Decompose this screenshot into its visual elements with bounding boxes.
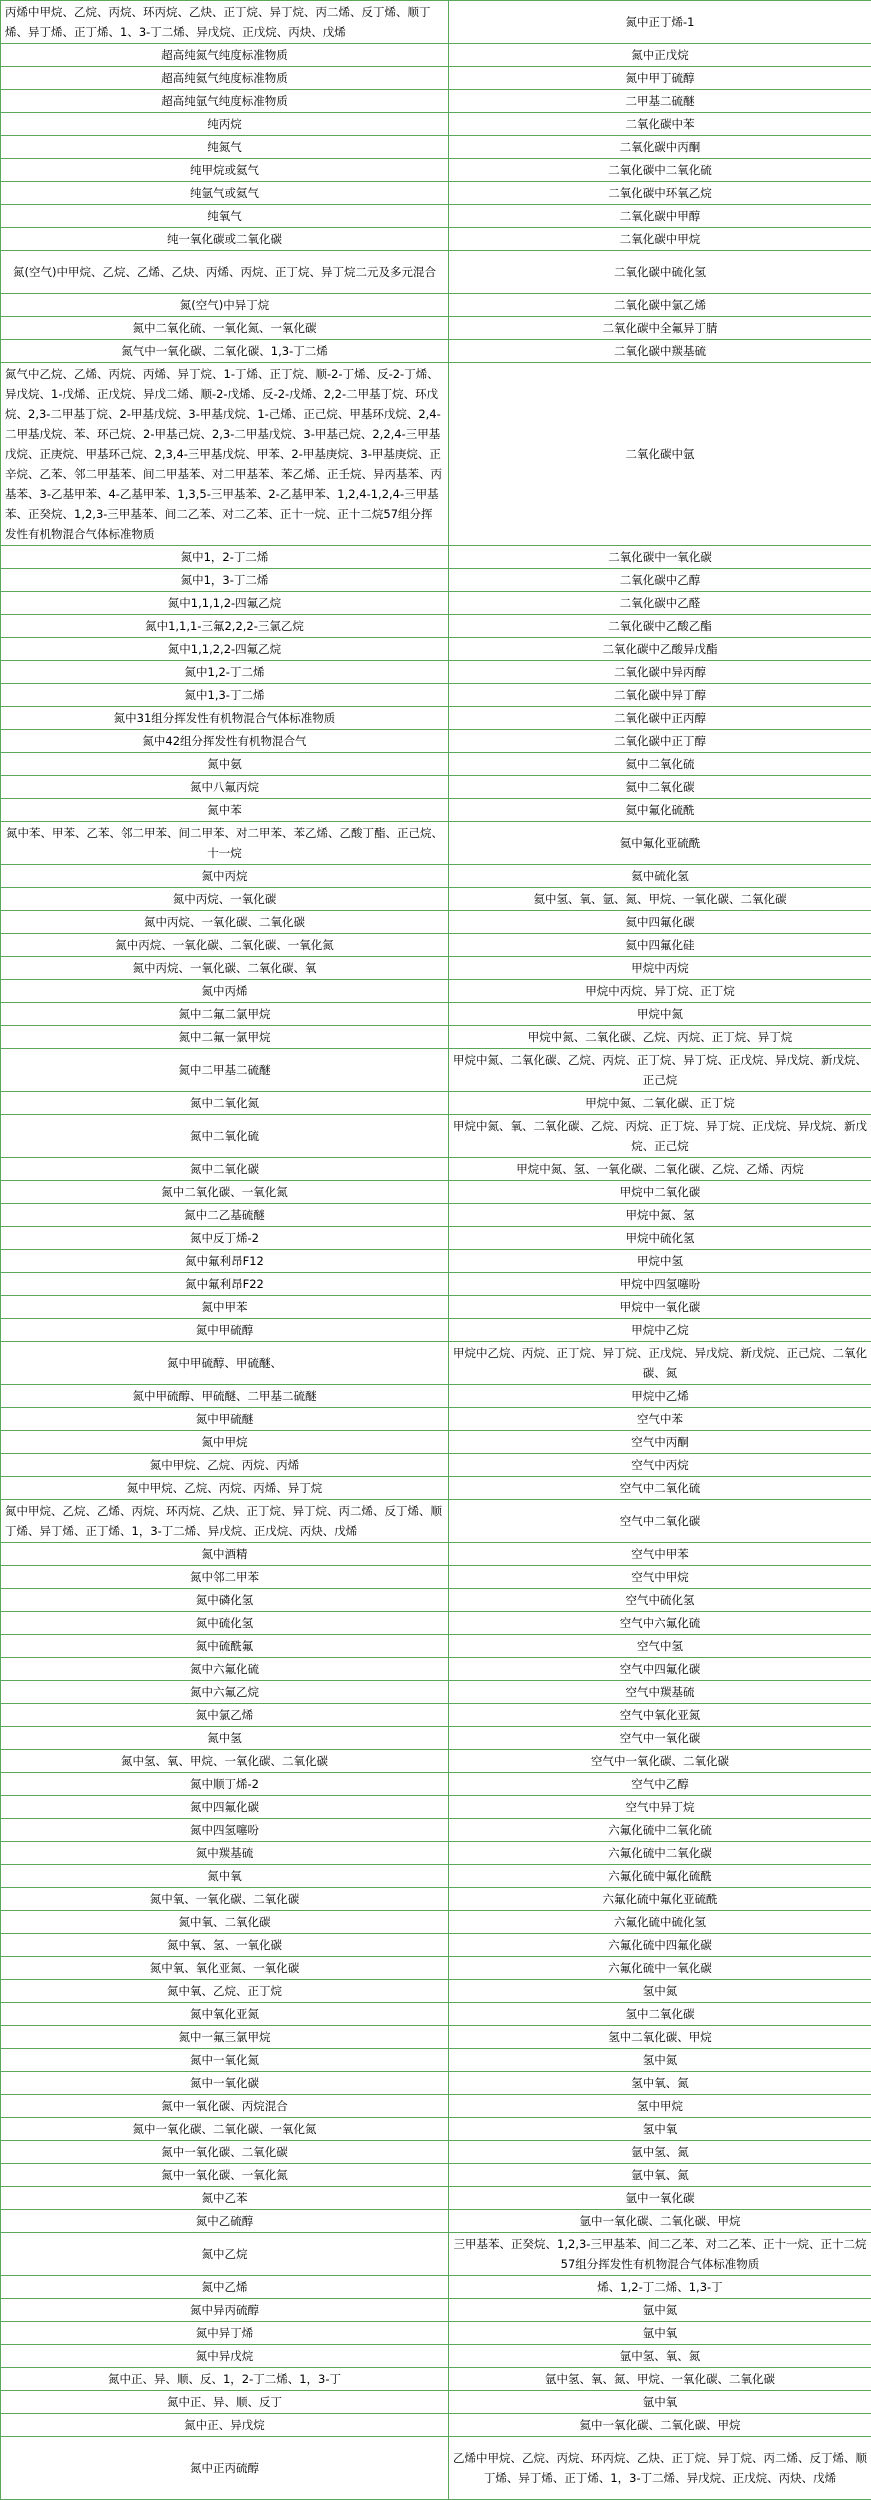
left-gas-mixture-cell: 氮中甲硫醇 <box>1 1319 449 1342</box>
table-row <box>1 113 871 136</box>
table-row <box>1 888 871 911</box>
left-gas-mixture-cell: 氮中丙烷、一氧化碳 <box>1 888 449 911</box>
right-gas-mixture-cell: 六氟化硫中氟化硫酰 <box>449 1865 871 1888</box>
right-gas-mixture-cell: 氩中氮 <box>449 2299 871 2322</box>
right-gas-mixture-cell: 氮中甲丁硫醇 <box>449 67 871 90</box>
right-gas-mixture-cell: 氦中氟化亚硫酰 <box>449 822 871 865</box>
right-gas-mixture-cell: 六氟化硫中四氟化碳 <box>449 1934 871 1957</box>
left-gas-mixture-cell: 超高纯氩气纯度标准物质 <box>1 90 449 113</box>
left-gas-mixture-cell: 氮中磷化氢 <box>1 1589 449 1612</box>
right-gas-mixture-cell: 空气中二氧化硫 <box>449 1477 871 1500</box>
table-row <box>1 1750 871 1773</box>
right-gas-mixture-cell: 空气中羰基硫 <box>449 1681 871 1704</box>
left-gas-mixture-cell: 氮中甲烷、乙烷、乙烯、丙烷、环丙烷、乙炔、正丁烷、异丁烷、丙二烯、反丁烯、顺丁烯、异丁烯、正丁烯、1，3-丁二烯、异戊烷、正戊烷、丙炔、戊烯 <box>1 1500 449 1543</box>
table-row <box>1 1658 871 1681</box>
table-row <box>1 957 871 980</box>
table-row <box>1 1773 871 1796</box>
right-gas-mixture-cell: 空气中氢 <box>449 1635 871 1658</box>
right-gas-mixture-cell: 氢中甲烷 <box>449 2095 871 2118</box>
left-gas-mixture-cell: 纯氧气 <box>1 205 449 228</box>
right-gas-mixture-cell: 甲烷中氮、二氧化碳、乙烷、丙烷、正丁烷、异丁烷 <box>449 1026 871 1049</box>
right-gas-mixture-cell: 氩中氢、氧、氮、甲烷、一氧化碳、二氧化碳 <box>449 2368 871 2391</box>
table-row <box>1 707 871 730</box>
left-gas-mixture-cell: 氮中八氟丙烷 <box>1 776 449 799</box>
right-gas-mixture-cell: 空气中二氧化碳 <box>449 1500 871 1543</box>
table-row <box>1 661 871 684</box>
table-row <box>1 228 871 251</box>
right-gas-mixture-cell: 二氧化碳中氩 <box>449 363 871 546</box>
right-gas-mixture-cell: 空气中甲苯 <box>449 1543 871 1566</box>
right-gas-mixture-cell: 空气中苯 <box>449 1408 871 1431</box>
table-row <box>1 1635 871 1658</box>
table-row <box>1 67 871 90</box>
left-gas-mixture-cell: 氮中乙烯 <box>1 2276 449 2299</box>
table-row <box>1 251 871 294</box>
table-row <box>1 1819 871 1842</box>
left-gas-mixture-cell: 氮中四氢噻吩 <box>1 1819 449 1842</box>
left-gas-mixture-cell: 氮中二甲基二硫醚 <box>1 1049 449 1092</box>
left-gas-mixture-cell: 氮中氢 <box>1 1727 449 1750</box>
left-gas-mixture-cell: 氮中氧、二氧化碳 <box>1 1911 449 1934</box>
right-gas-mixture-cell: 二氧化碳中异丙醇 <box>449 661 871 684</box>
table-row <box>1 1115 871 1158</box>
left-gas-mixture-cell: 氮中甲烷 <box>1 1431 449 1454</box>
table-row <box>1 1003 871 1026</box>
left-gas-mixture-cell: 氮中一氧化碳 <box>1 2072 449 2095</box>
left-gas-mixture-cell: 氮中甲烷、乙烷、丙烷、丙烯、异丁烷 <box>1 1477 449 1500</box>
left-gas-mixture-cell: 氮中二乙基硫醚 <box>1 1204 449 1227</box>
left-gas-mixture-cell: 氮中二氧化硫 <box>1 1115 449 1158</box>
left-gas-mixture-cell: 氮中六氟化硫 <box>1 1658 449 1681</box>
right-gas-mixture-cell: 氢中二氧化碳、甲烷 <box>449 2026 871 2049</box>
right-gas-mixture-cell: 烯、1,2-丁二烯、1,3-丁 <box>449 2276 871 2299</box>
left-gas-mixture-cell: 氮中正丙硫醇 <box>1 2437 449 2500</box>
left-gas-mixture-cell: 氮中1,2-丁二烯 <box>1 661 449 684</box>
left-gas-mixture-cell: 氮中正、异、顺、反丁 <box>1 2391 449 2414</box>
left-gas-mixture-cell: 氮中氢、氧、甲烷、一氧化碳、二氧化碳 <box>1 1750 449 1773</box>
right-gas-mixture-cell: 六氟化硫中硫化氢 <box>449 1911 871 1934</box>
table-row <box>1 730 871 753</box>
left-gas-mixture-cell: 氮中硫酰氟 <box>1 1635 449 1658</box>
right-gas-mixture-cell: 二氧化碳中硫化氢 <box>449 251 871 294</box>
right-gas-mixture-cell: 六氟化硫中一氧化碳 <box>449 1957 871 1980</box>
right-gas-mixture-cell: 空气中异丁烷 <box>449 1796 871 1819</box>
left-gas-mixture-cell: 氮中甲硫醇、甲硫醚、 <box>1 1342 449 1385</box>
table-row <box>1 90 871 113</box>
right-gas-mixture-cell: 乙烯中甲烷、乙烷、丙烷、环丙烷、乙炔、正丁烷、异丁烷、丙二烯、反丁烯、顺丁烯、异丁烯、正丁烯、1，3-丁二烯、异戊烷、正戊烷、丙炔、戊烯 <box>449 2437 871 2500</box>
table-row <box>1 2187 871 2210</box>
right-gas-mixture-cell: 氢中氮 <box>449 1980 871 2003</box>
right-gas-mixture-cell: 氩中氧 <box>449 2322 871 2345</box>
right-gas-mixture-cell: 氮中正丁烯-1 <box>449 1 871 44</box>
table-row <box>1 911 871 934</box>
left-gas-mixture-cell: 氮中丙烷、一氧化碳、二氧化碳、一氧化氮 <box>1 934 449 957</box>
left-gas-mixture-cell: 氮中1,1,2,2-四氟乙烷 <box>1 638 449 661</box>
table-row <box>1 182 871 205</box>
left-gas-mixture-cell: 氮中二氧化碳、一氧化氮 <box>1 1181 449 1204</box>
table-row <box>1 2233 871 2276</box>
right-gas-mixture-cell: 甲烷中氮、氢、一氧化碳、二氧化碳、乙烷、乙烯、丙烷 <box>449 1158 871 1181</box>
right-gas-mixture-cell: 二甲基二硫醚 <box>449 90 871 113</box>
right-gas-mixture-cell: 氦中四氟化碳 <box>449 911 871 934</box>
table-row <box>1 753 871 776</box>
right-gas-mixture-cell: 六氟化硫中二氧化碳 <box>449 1842 871 1865</box>
table-row <box>1 1796 871 1819</box>
table-row <box>1 1934 871 1957</box>
table-row <box>1 2049 871 2072</box>
right-gas-mixture-cell: 氩中一氧化碳、二氧化碳、甲烷 <box>449 2210 871 2233</box>
left-gas-mixture-cell: 氮中正、异、顺、反、1，2-丁二烯、1，3-丁 <box>1 2368 449 2391</box>
table-row <box>1 317 871 340</box>
left-gas-mixture-cell: 氮中苯、甲苯、乙苯、邻二甲苯、间二甲苯、对二甲苯、苯乙烯、乙酸丁酯、正己烷、十一烷 <box>1 822 449 865</box>
table-row <box>1 1049 871 1092</box>
right-gas-mixture-cell: 二氧化碳中全氟异丁腈 <box>449 317 871 340</box>
left-gas-mixture-cell: 氮中乙硫醇 <box>1 2210 449 2233</box>
right-gas-mixture-cell: 甲烷中氮、氧、二氧化碳、乙烷、丙烷、正丁烷、异丁烷、正戊烷、异戊烷、新戊烷、正己烷 <box>449 1115 871 1158</box>
left-gas-mixture-cell: 氮中异丁烯 <box>1 2322 449 2345</box>
table-row <box>1 934 871 957</box>
right-gas-mixture-cell: 空气中丙酮 <box>449 1431 871 1454</box>
left-gas-mixture-cell: 氮中丙烯 <box>1 980 449 1003</box>
left-gas-mixture-cell: 氮中二氟二氯甲烷 <box>1 1003 449 1026</box>
table-row <box>1 569 871 592</box>
right-gas-mixture-cell: 甲烷中四氢噻吩 <box>449 1273 871 1296</box>
table-row <box>1 159 871 182</box>
right-gas-mixture-cell: 甲烷中硫化氢 <box>449 1227 871 1250</box>
table-row <box>1 2276 871 2299</box>
right-gas-mixture-cell: 二氧化碳中乙酸乙酯 <box>449 615 871 638</box>
left-gas-mixture-cell: 氮中氧、一氧化碳、二氧化碳 <box>1 1888 449 1911</box>
left-gas-mixture-cell: 氮中二氧化硫、一氧化氮、一氧化碳 <box>1 317 449 340</box>
left-gas-mixture-cell: 氮中邻二甲苯 <box>1 1566 449 1589</box>
left-gas-mixture-cell: 氮中1,1,1,2-四氟乙烷 <box>1 592 449 615</box>
left-gas-mixture-cell: 氮中1,1,1-三氟2,2,2-三氯乙烷 <box>1 615 449 638</box>
table-row <box>1 1500 871 1543</box>
left-gas-mixture-cell: 氮中丙烷 <box>1 865 449 888</box>
right-gas-mixture-cell: 氩中氢、氧、氮 <box>449 2345 871 2368</box>
left-gas-mixture-cell: 氮中甲硫醇、甲硫醚、二甲基二硫醚 <box>1 1385 449 1408</box>
table-row <box>1 1227 871 1250</box>
right-gas-mixture-cell: 空气中一氧化碳 <box>449 1727 871 1750</box>
table-row <box>1 2072 871 2095</box>
right-gas-mixture-cell: 空气中硫化氢 <box>449 1589 871 1612</box>
left-gas-mixture-cell: 氮中42组分挥发性有机物混合气 <box>1 730 449 753</box>
left-gas-mixture-cell: 氮中一氧化碳、一氧化氮 <box>1 2164 449 2187</box>
right-gas-mixture-cell: 空气中甲烷 <box>449 1566 871 1589</box>
table-row <box>1 684 871 707</box>
right-gas-mixture-cell: 甲烷中氮 <box>449 1003 871 1026</box>
right-gas-mixture-cell: 二氧化碳中乙酸异戊酯 <box>449 638 871 661</box>
right-gas-mixture-cell: 二氧化碳中羰基硫 <box>449 340 871 363</box>
table-row <box>1 1477 871 1500</box>
left-gas-mixture-cell: 氮中酒精 <box>1 1543 449 1566</box>
table-row <box>1 2299 871 2322</box>
table-row <box>1 865 871 888</box>
left-gas-mixture-cell: 氮中氨 <box>1 753 449 776</box>
right-gas-mixture-cell: 二氧化碳中一氧化碳 <box>449 546 871 569</box>
table-row <box>1 1296 871 1319</box>
table-row <box>1 2164 871 2187</box>
left-gas-mixture-cell: 氮中乙烷 <box>1 2233 449 2276</box>
right-gas-mixture-cell: 空气中一氧化碳、二氧化碳 <box>449 1750 871 1773</box>
table-row <box>1 1181 871 1204</box>
right-gas-mixture-cell: 二氧化碳中氯乙烯 <box>449 294 871 317</box>
left-gas-mixture-cell: 氮中甲硫醚 <box>1 1408 449 1431</box>
table-row <box>1 2210 871 2233</box>
table-row <box>1 1543 871 1566</box>
left-gas-mixture-cell: 氮中1，2-丁二烯 <box>1 546 449 569</box>
right-gas-mixture-cell: 甲烷中丙烷 <box>449 957 871 980</box>
right-gas-mixture-cell: 氢中氧 <box>449 2118 871 2141</box>
left-gas-mixture-cell: 氮中氟利昂F12 <box>1 1250 449 1273</box>
table-row <box>1 2141 871 2164</box>
right-gas-mixture-cell: 甲烷中一氧化碳 <box>449 1296 871 1319</box>
left-gas-mixture-cell: 氮中一氧化氮 <box>1 2049 449 2072</box>
right-gas-mixture-cell: 二氧化碳中苯 <box>449 113 871 136</box>
table-row <box>1 2391 871 2414</box>
table-row <box>1 1727 871 1750</box>
table-row <box>1 776 871 799</box>
right-gas-mixture-cell: 甲烷中氮、二氧化碳、乙烷、丙烷、正丁烷、异丁烷、正戊烷、异戊烷、新戊烷、正己烷 <box>449 1049 871 1092</box>
table-row <box>1 1589 871 1612</box>
left-gas-mixture-cell: 氮(空气)中异丁烷 <box>1 294 449 317</box>
left-gas-mixture-cell: 氮中氟利昂F22 <box>1 1273 449 1296</box>
left-gas-mixture-cell: 氮中一氧化碳、二氧化碳、一氧化氮 <box>1 2118 449 2141</box>
table-row <box>1 1704 871 1727</box>
left-gas-mixture-cell: 氮中丙烷、一氧化碳、二氧化碳、氧 <box>1 957 449 980</box>
left-gas-mixture-cell: 氮中丙烷、一氧化碳、二氧化碳 <box>1 911 449 934</box>
right-gas-mixture-cell: 六氟化硫中二氧化硫 <box>449 1819 871 1842</box>
right-gas-mixture-cell: 氮中正戊烷 <box>449 44 871 67</box>
right-gas-mixture-cell: 甲烷中二氧化碳 <box>449 1181 871 1204</box>
left-gas-mixture-cell: 氮中氧、氢、一氧化碳 <box>1 1934 449 1957</box>
table-row <box>1 1865 871 1888</box>
right-gas-mixture-cell: 空气中丙烷 <box>449 1454 871 1477</box>
table-row <box>1 1612 871 1635</box>
left-gas-mixture-cell: 氮中六氟乙烷 <box>1 1681 449 1704</box>
left-gas-mixture-cell: 纯氮气 <box>1 136 449 159</box>
right-gas-mixture-cell: 二氧化碳中丙酮 <box>449 136 871 159</box>
left-gas-mixture-cell: 氮中二氟一氯甲烷 <box>1 1026 449 1049</box>
table-row <box>1 2414 871 2437</box>
left-gas-mixture-cell: 氮中一氧化碳、丙烷混合 <box>1 2095 449 2118</box>
right-gas-mixture-cell: 氢中二氧化碳 <box>449 2003 871 2026</box>
table-row <box>1 1957 871 1980</box>
right-gas-mixture-cell: 二氧化碳中乙醇 <box>449 569 871 592</box>
left-gas-mixture-cell: 氮中一氧化碳、二氧化碳 <box>1 2141 449 2164</box>
table-row <box>1 2368 871 2391</box>
table-row <box>1 1385 871 1408</box>
right-gas-mixture-cell: 氩中氧 <box>449 2391 871 2414</box>
table-row <box>1 1 871 44</box>
left-gas-mixture-cell: 丙烯中甲烷、乙烷、丙烷、环丙烷、乙炔、正丁烷、异丁烷、丙二烯、反丁烯、顺丁烯、异丁烯、正丁烯、1、3-丁二烯、异戊烷、正戊烷、丙炔、戊烯 <box>1 1 449 44</box>
right-gas-mixture-cell: 三甲基苯、正癸烷、1,2,3-三甲基苯、间二乙苯、对二乙苯、正十一烷、正十二烷57组分挥发性有机物混合气体标准物质 <box>449 2233 871 2276</box>
right-gas-mixture-cell: 空气中六氟化硫 <box>449 1612 871 1635</box>
table-row <box>1 1204 871 1227</box>
table-row <box>1 294 871 317</box>
left-gas-mixture-cell: 氮中乙苯 <box>1 2187 449 2210</box>
table-row <box>1 1026 871 1049</box>
table-row <box>1 136 871 159</box>
left-gas-mixture-cell: 氮中顺丁烯-2 <box>1 1773 449 1796</box>
table-row <box>1 1431 871 1454</box>
left-gas-mixture-cell: 超高纯氮气纯度标准物质 <box>1 44 449 67</box>
left-gas-mixture-cell: 氮中1,3-丁二烯 <box>1 684 449 707</box>
right-gas-mixture-cell: 氩中氧、氮 <box>449 2164 871 2187</box>
left-gas-mixture-cell: 氮中苯 <box>1 799 449 822</box>
right-gas-mixture-cell: 氩中氢、氮 <box>449 2141 871 2164</box>
left-gas-mixture-cell: 氮中异丙硫醇 <box>1 2299 449 2322</box>
left-gas-mixture-cell: 氮中甲苯 <box>1 1296 449 1319</box>
right-gas-mixture-cell: 氦中四氟化硅 <box>449 934 871 957</box>
left-gas-mixture-cell: 氮中氧化亚氮 <box>1 2003 449 2026</box>
left-gas-mixture-cell: 氮中正、异戊烷 <box>1 2414 449 2437</box>
table-row <box>1 592 871 615</box>
right-gas-mixture-cell: 甲烷中丙烷、异丁烷、正丁烷 <box>449 980 871 1003</box>
right-gas-mixture-cell: 六氟化硫中氟化亚硫酰 <box>449 1888 871 1911</box>
table-row <box>1 1842 871 1865</box>
right-gas-mixture-cell: 二氧化碳中正丁醇 <box>449 730 871 753</box>
left-gas-mixture-cell: 氮中氧、氧化亚氮、一氧化碳 <box>1 1957 449 1980</box>
right-gas-mixture-cell: 甲烷中氮、氢 <box>449 1204 871 1227</box>
right-gas-mixture-cell: 氢中氮 <box>449 2049 871 2072</box>
left-gas-mixture-cell: 氮中二氧化氮 <box>1 1092 449 1115</box>
table-row <box>1 1342 871 1385</box>
table-row <box>1 1888 871 1911</box>
right-gas-mixture-cell: 氦中二氧化碳 <box>449 776 871 799</box>
table-row <box>1 1319 871 1342</box>
table-row <box>1 546 871 569</box>
table-row <box>1 205 871 228</box>
right-gas-mixture-cell: 甲烷中乙烷、丙烷、正丁烷、异丁烷、正戊烷、异戊烷、新戊烷、正己烷、二氧化碳、氮 <box>449 1342 871 1385</box>
table-row <box>1 44 871 67</box>
table-row <box>1 340 871 363</box>
table-row <box>1 822 871 865</box>
table-row <box>1 1566 871 1589</box>
left-gas-mixture-cell: 超高纯氦气纯度标准物质 <box>1 67 449 90</box>
right-gas-mixture-cell: 甲烷中乙烯 <box>449 1385 871 1408</box>
right-gas-mixture-cell: 二氧化碳中二氧化硫 <box>449 159 871 182</box>
right-gas-mixture-cell: 氦中氢、氧、氩、氮、甲烷、一氧化碳、二氧化碳 <box>449 888 871 911</box>
left-gas-mixture-cell: 氮中甲烷、乙烷、丙烷、丙烯 <box>1 1454 449 1477</box>
left-gas-mixture-cell: 纯甲烷或氦气 <box>1 159 449 182</box>
table-row <box>1 2026 871 2049</box>
left-gas-mixture-cell: 氮中二氧化碳 <box>1 1158 449 1181</box>
right-gas-mixture-cell: 空气中氧化亚氮 <box>449 1704 871 1727</box>
right-gas-mixture-cell: 甲烷中乙烷 <box>449 1319 871 1342</box>
left-gas-mixture-cell: 氮中31组分挥发性有机物混合气体标准物质 <box>1 707 449 730</box>
left-gas-mixture-cell: 氮中羰基硫 <box>1 1842 449 1865</box>
table-row <box>1 1273 871 1296</box>
left-gas-mixture-cell: 氮中1，3-丁二烯 <box>1 569 449 592</box>
left-gas-mixture-cell: 氮中四氟化碳 <box>1 1796 449 1819</box>
right-gas-mixture-cell: 空气中乙醇 <box>449 1773 871 1796</box>
left-gas-mixture-cell: 氮中氯乙烯 <box>1 1704 449 1727</box>
right-gas-mixture-cell: 空气中四氟化碳 <box>449 1658 871 1681</box>
right-gas-mixture-cell: 氦中一氧化碳、二氧化碳、甲烷 <box>449 2414 871 2437</box>
table-row <box>1 1158 871 1181</box>
left-gas-mixture-cell: 纯丙烷 <box>1 113 449 136</box>
right-gas-mixture-cell: 氢中氧、氮 <box>449 2072 871 2095</box>
right-gas-mixture-cell: 二氧化碳中环氧乙烷 <box>449 182 871 205</box>
table-row <box>1 2003 871 2026</box>
table-row <box>1 363 871 546</box>
left-gas-mixture-cell: 纯氩气或氦气 <box>1 182 449 205</box>
table-row <box>1 1454 871 1477</box>
table-row <box>1 2322 871 2345</box>
table-row <box>1 1681 871 1704</box>
left-gas-mixture-cell: 氮中一氟三氯甲烷 <box>1 2026 449 2049</box>
right-gas-mixture-cell: 氦中硫化氢 <box>449 865 871 888</box>
left-gas-mixture-cell: 氮(空气)中甲烷、乙烷、乙烯、乙炔、丙烯、丙烷、正丁烷、异丁烷二元及多元混合 <box>1 251 449 294</box>
table-row <box>1 638 871 661</box>
table-row <box>1 615 871 638</box>
right-gas-mixture-cell: 二氧化碳中甲醇 <box>449 205 871 228</box>
table-row <box>1 1911 871 1934</box>
table-row <box>1 1250 871 1273</box>
right-gas-mixture-cell: 氩中一氧化碳 <box>449 2187 871 2210</box>
left-gas-mixture-cell: 氮气中一氧化碳、二氧化碳、1,3-丁二烯 <box>1 340 449 363</box>
left-gas-mixture-cell: 氮中异戊烷 <box>1 2345 449 2368</box>
right-gas-mixture-cell: 二氧化碳中甲烷 <box>449 228 871 251</box>
right-gas-mixture-cell: 二氧化碳中异丁醇 <box>449 684 871 707</box>
right-gas-mixture-cell: 氦中氟化硫酰 <box>449 799 871 822</box>
left-gas-mixture-cell: 氮中硫化氢 <box>1 1612 449 1635</box>
left-gas-mixture-cell: 氮中反丁烯-2 <box>1 1227 449 1250</box>
table-row <box>1 2345 871 2368</box>
left-gas-mixture-cell: 纯一氧化碳或二氧化碳 <box>1 228 449 251</box>
table-row <box>1 2118 871 2141</box>
right-gas-mixture-cell: 甲烷中氮、二氧化碳、正丁烷 <box>449 1092 871 1115</box>
left-gas-mixture-cell: 氮中氧、乙烷、正丁烷 <box>1 1980 449 2003</box>
left-gas-mixture-cell: 氮气中乙烷、乙烯、丙烷、丙烯、异丁烷、1-丁烯、正丁烷、顺-2-丁烯、反-2-丁烯、异戊烷、1-戊烯、正戊烷、异戊二烯、顺-2-戊烯、反-2-戊烯、2,2-二甲基丁烷、环戊烷、2,3-二甲基丁烷、2-甲基戊烷、3-甲基戊烷、1-己烯、正己烷、甲基环戊烷、2,4-二甲基戊烷、苯、环己烷、2-甲基己烷、2,3-二甲基戊烷、3-甲基己烷、2,2,4-三甲基戊烷、正庚烷、甲基环己烷、2,3,4-三甲基戊烷、甲苯、2-甲基庚烷、3-甲基庚烷、正辛烷、乙苯、邻二甲基苯、间二甲基苯、对二甲基苯、苯乙烯、正壬烷、异丙基苯、丙基苯、3-乙基甲苯、4-乙基甲苯、1,3,5-三甲基苯、2-乙基甲苯、1,2,4-1,2,4-三甲基苯、正癸烷、1,2,3-三甲基苯、间二乙苯、对二乙苯、正十一烷、正十二烷57组分挥发性有机物混合气体标准物质 <box>1 363 449 546</box>
table-body <box>1 1 871 2500</box>
right-gas-mixture-cell: 二氧化碳中乙醛 <box>449 592 871 615</box>
left-gas-mixture-cell: 氮中氧 <box>1 1865 449 1888</box>
table-row <box>1 1092 871 1115</box>
table-row <box>1 799 871 822</box>
table-row <box>1 1980 871 2003</box>
right-gas-mixture-cell: 氦中二氧化硫 <box>449 753 871 776</box>
right-gas-mixture-cell: 二氧化碳中正丙醇 <box>449 707 871 730</box>
table-row <box>1 1408 871 1431</box>
table-row <box>1 2437 871 2500</box>
right-gas-mixture-cell: 甲烷中氢 <box>449 1250 871 1273</box>
table-row <box>1 980 871 1003</box>
table-row <box>1 2095 871 2118</box>
